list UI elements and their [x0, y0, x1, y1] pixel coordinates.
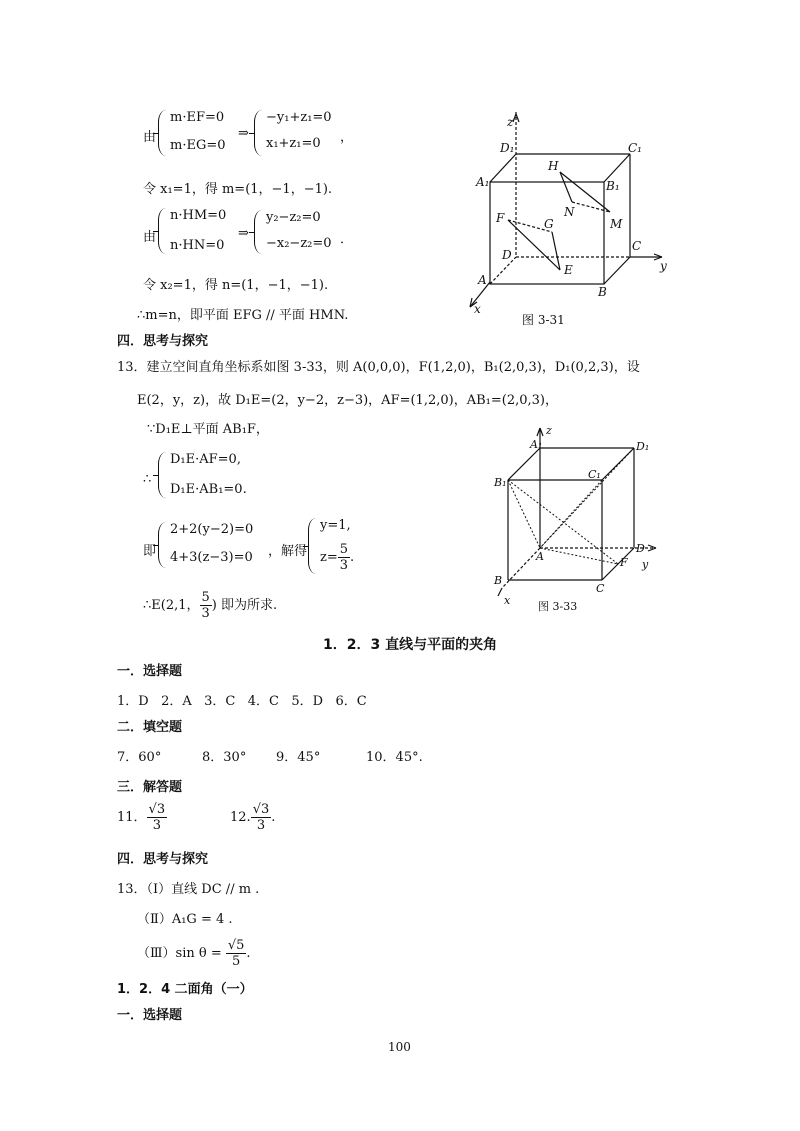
label-b: B — [494, 574, 503, 587]
segment-c1a — [540, 480, 602, 548]
x-axis-ext — [498, 588, 502, 596]
segment-ge — [552, 232, 560, 270]
section-title: 1．2．3 直线与平面的夹角 — [323, 637, 498, 653]
equation-line: m·EF=0 — [170, 110, 225, 125]
fraction — [147, 802, 168, 833]
label-z: z — [507, 115, 514, 129]
equation-line: 2+2(y−2)=0 — [170, 522, 254, 537]
implies-arrow: ⇒ — [238, 226, 249, 241]
label-g: G — [544, 217, 554, 231]
q12-label: 12. — [230, 810, 251, 825]
choice-answers: 1．D 2．A 3．C 4．C 5．D 6．C — [117, 694, 367, 709]
equation-line: y=1, — [320, 518, 351, 533]
equation-system-y2 — [254, 210, 354, 254]
label-a: A — [478, 273, 487, 287]
equation-line: y₂−z₂=0 — [266, 210, 321, 225]
page-number: 100 — [388, 1040, 411, 1054]
numerator: 5 — [201, 590, 210, 605]
heading-choice: 一．选择题 — [117, 664, 183, 679]
denominator: 5 — [232, 954, 241, 969]
implies-arrow: ⇒ — [238, 126, 249, 141]
label-e: E — [564, 263, 573, 277]
z-equals: z= — [320, 550, 338, 565]
result-prefix: ∴E(2,1， — [143, 598, 200, 613]
label-n: N — [564, 205, 575, 219]
period: ． — [340, 232, 354, 247]
front-face — [490, 182, 604, 284]
label-b1: B₁ — [606, 179, 620, 193]
label-d1: D₁ — [500, 141, 515, 155]
denominator: 3 — [256, 818, 266, 833]
label-a1: A₁ — [476, 175, 490, 189]
q11-label: 11． — [117, 810, 147, 825]
period: . — [246, 946, 251, 961]
equation-line: 4+3(z−3)=0 — [170, 550, 253, 565]
label-f: F — [496, 211, 505, 225]
equation-line: n·HM=0 — [170, 208, 227, 223]
label-x: x — [504, 594, 511, 607]
heading-think-explore: 四．思考与探究 — [117, 852, 209, 867]
fill-answer: 7．60° — [117, 750, 162, 765]
label-d: D — [636, 542, 645, 555]
segment-b1a — [508, 480, 540, 548]
numerator: √5 — [227, 938, 245, 953]
equation-line: x₁+z₁=0 — [266, 136, 321, 151]
heading-think-explore: 四．思考与探究 — [117, 334, 209, 349]
you-label: 由 — [143, 130, 157, 145]
heading-solve: 三．解答题 — [117, 780, 183, 795]
label-x: x — [474, 302, 481, 316]
equation-line: m·EG=0 — [170, 138, 226, 153]
caption-3-33: 图 3-33 — [538, 600, 578, 613]
equation-system-y1 — [254, 110, 354, 156]
fraction — [226, 938, 247, 969]
label-d: D — [502, 248, 512, 262]
therefore-symbol: ∴ — [143, 472, 152, 487]
label-y: y — [642, 558, 649, 571]
label-c1: C₁ — [588, 468, 601, 481]
label-c: C — [632, 239, 642, 253]
numerator: √3 — [252, 802, 270, 817]
label-c: C — [596, 582, 605, 595]
you-label: 由 — [143, 230, 157, 245]
solve-label: ，解得 — [268, 544, 308, 559]
q13-line3: ∵D₁E⊥平面 AB₁F， — [147, 422, 269, 437]
result-line — [143, 590, 277, 621]
fraction — [251, 802, 272, 833]
q13-part1: 13．（Ⅰ）直线 DC // m . — [117, 882, 260, 897]
fraction — [338, 542, 350, 573]
segment-af — [540, 548, 618, 564]
figure-3-33 — [480, 420, 680, 620]
q13-part3 — [137, 938, 251, 969]
comma: ， — [340, 130, 354, 145]
label-m: M — [610, 217, 623, 231]
fill-answer: 8．30° — [202, 750, 247, 765]
caption-3-31: 图 3-31 — [522, 313, 565, 327]
section-title-2: 1．2．4 二面角（一） — [117, 982, 253, 997]
equation-line: −y₁+z₁=0 — [266, 110, 332, 125]
equation-line: z= $\frac{5}{3}$ . — [320, 542, 355, 573]
equation-line: D₁E·AB₁=0. — [170, 482, 247, 497]
denominator: 3 — [152, 818, 161, 833]
conclusion-line: ∴m=n，即平面 EFG // 平面 HMN. — [137, 308, 349, 323]
edge-bc — [604, 257, 630, 284]
label-f: F — [620, 556, 628, 569]
edge-a1d1 — [490, 154, 516, 182]
edge-b1c1 — [604, 154, 630, 182]
heading-choice-2: 一．选择题 — [117, 1008, 183, 1023]
label-y: y — [660, 259, 667, 273]
q13-part2: （Ⅱ）A₁G = 4 . — [137, 912, 233, 927]
label-b: B — [598, 285, 607, 299]
edge-cd — [602, 548, 634, 580]
segment-d1a — [540, 448, 634, 548]
fill-answer: 9．45° — [276, 750, 321, 765]
label-a1: A₁ — [530, 438, 543, 451]
equation-line: n·HN=0 — [170, 238, 225, 253]
equation-system-n — [158, 208, 268, 254]
numerator: √3 — [148, 802, 166, 817]
q13-line2: E(2，y，z)，故 D₁E=(2，y−2，z−3)，AF=(1,2,0)，AB₁=(2,0,3)， — [137, 393, 558, 408]
let-x2-line: 令 x₂=1，得 n=(1，−1，−1). — [143, 278, 329, 293]
equation-line: −x₂−z₂=0 — [266, 236, 332, 251]
q12-period: . — [271, 810, 276, 825]
ji-label: 即 — [143, 544, 157, 559]
let-x1-line: 令 x₁=1，得 m=(1，−1，−1). — [143, 182, 333, 197]
equation-system-d1e — [158, 452, 278, 498]
fraction — [200, 590, 212, 621]
edge-b1a1 — [508, 448, 540, 480]
edge-c1d1 — [602, 448, 634, 480]
equation-line: D₁E·AF=0, — [170, 452, 241, 467]
label-z: z — [546, 424, 552, 437]
q12-answer — [230, 802, 275, 833]
label-h: H — [548, 159, 559, 173]
denominator: 3 — [339, 558, 349, 573]
label-c1: C₁ — [628, 141, 642, 155]
denominator: 3 — [201, 606, 210, 621]
equation-system-yz — [158, 522, 268, 568]
q11-answer — [117, 802, 167, 833]
label-b1: B₁ — [494, 476, 507, 489]
equation-system-solution — [308, 518, 368, 574]
heading-fill: 二．填空题 — [117, 720, 183, 735]
q13-line1: 13．建立空间直角坐标系如图 3-33，则 A(0,0,0)，F(1,2,0)，B₁(2,0,3)，D₁(0,2,3)，设 — [117, 360, 640, 375]
result-suffix: ) 即为所求. — [211, 598, 278, 613]
figure-3-31 — [460, 112, 680, 332]
numerator: 5 — [339, 542, 349, 557]
sin-theta: （Ⅲ）sin θ = — [137, 946, 226, 961]
fill-answer: 10．45°. — [366, 750, 423, 765]
label-d1: D₁ — [636, 440, 650, 453]
label-a: A — [536, 550, 544, 563]
